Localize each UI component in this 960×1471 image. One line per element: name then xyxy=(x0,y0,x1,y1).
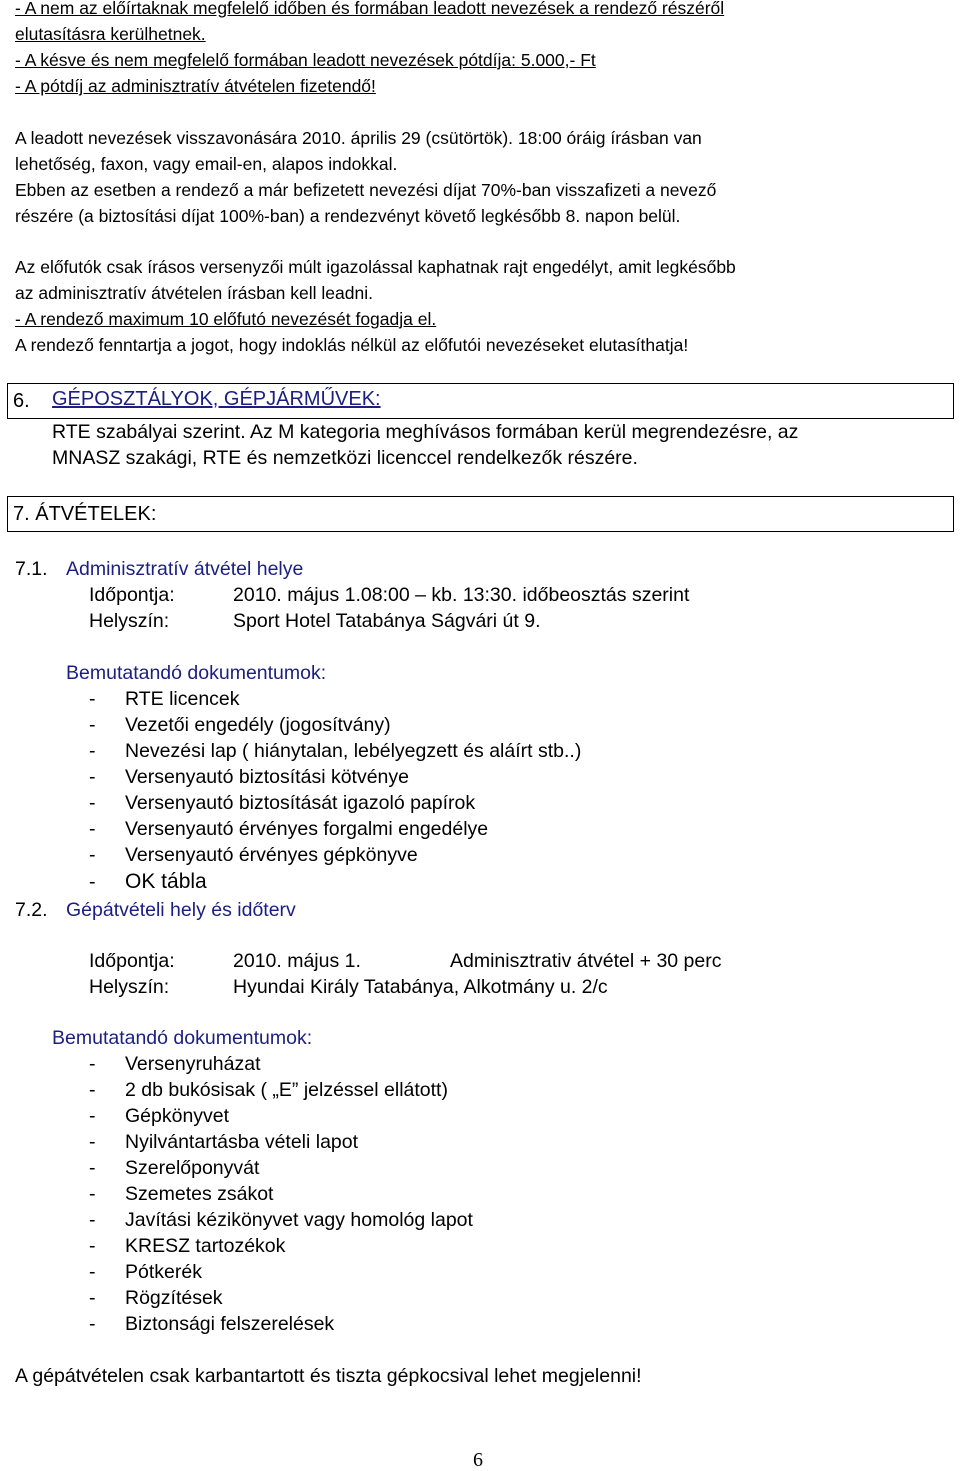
withdrawal-line-4: részére (a biztosítási díjat 100%-ban) a rendezvényt követő legkésőbb 8. napon belül. xyxy=(15,206,681,226)
s72-doc-1: Versenyruházat xyxy=(125,1053,261,1075)
s71-doc-dash: - xyxy=(89,714,96,736)
s72-doc-dash: - xyxy=(89,1183,96,1205)
s71-doc-dash: - xyxy=(89,844,96,866)
prerunner-line-4: A rendező fenntartja a jogot, hogy indoklás nélkül az előfutói nevezéseket elutasíthatja! xyxy=(15,335,689,355)
section-6-line-1: RTE szabályai szerint. Az M kategoria meghívásos formában kerül megrendezésre, az xyxy=(52,421,799,443)
s72-place-label: Helyszín: xyxy=(89,976,170,998)
section-6-line-2: MNASZ szakági, RTE és nemzetközi licenccel rendelkezők részére. xyxy=(52,447,638,469)
s72-number: 7.2. xyxy=(15,899,48,921)
s72-doc-dash: - xyxy=(89,1209,96,1231)
s72-doc-9: Pótkerék xyxy=(125,1261,202,1283)
s72-doc-dash: - xyxy=(89,1235,96,1257)
s72-date-value: 2010. május 1. xyxy=(233,950,361,972)
s72-date-extra: Adminisztrativ átvétel + 30 perc xyxy=(450,950,722,972)
s71-date-label: Időpontja: xyxy=(89,584,175,606)
top-note-1: - A nem az előírtaknak megfelelő időben és formában leadott nevezések a rendező részéről xyxy=(15,0,725,18)
closing-text: A gépátvételen csak karbantartott és tiszta gépkocsival lehet megjelenni! xyxy=(15,1365,642,1387)
section-7-title: 7. ÁTVÉTELEK: xyxy=(13,503,157,525)
s72-doc-2: 2 db bukósisak ( „E” jelzéssel ellátott) xyxy=(125,1079,448,1101)
s72-doc-6: Szemetes zsákot xyxy=(125,1183,274,1205)
s72-doc-dash: - xyxy=(89,1287,96,1309)
prerunner-line-2: az adminisztratív átvételen írásban kell leadni. xyxy=(15,283,373,303)
s71-doc-6: Versenyautó érvényes forgalmi engedélye xyxy=(125,818,489,840)
s72-doc-7: Javítási kézikönyvet vagy homológ lapot xyxy=(125,1209,473,1231)
prerunner-line-3: - A rendező maximum 10 előfutó nevezését fogadja el. xyxy=(15,309,437,329)
top-note-2: elutasításra kerülhetnek. xyxy=(15,24,206,44)
s71-place-value: Sport Hotel Tatabánya Ságvári út 9. xyxy=(233,610,541,632)
top-note-4: - A pótdíj az adminisztratív átvételen fizetendő! xyxy=(15,76,376,96)
s72-doc-10: Rögzítések xyxy=(125,1287,223,1309)
s71-docs-title: Bemutatandó dokumentumok: xyxy=(66,662,327,684)
s72-doc-dash: - xyxy=(89,1313,96,1335)
s71-doc-dash: - xyxy=(89,818,96,840)
s71-doc-3: Nevezési lap ( hiánytalan, lebélyegzett és aláírt stb..) xyxy=(125,740,582,762)
s72-place-value: Hyundai Király Tatabánya, Alkotmány u. 2/c xyxy=(233,976,608,998)
s72-docs-title: Bemutatandó dokumentumok: xyxy=(52,1027,313,1049)
prerunner-line-1: Az előfutók csak írásos versenyzői múlt igazolással kaphatnak rajt engedélyt, amit legkésőbb xyxy=(15,257,736,277)
s72-doc-4: Nyilvántartásba vételi lapot xyxy=(125,1131,359,1153)
s72-title: Gépátvételi hely és időterv xyxy=(66,899,296,921)
section-6-header xyxy=(7,383,954,419)
s72-doc-dash: - xyxy=(89,1261,96,1283)
section-7-header xyxy=(7,496,954,532)
s71-doc-4: Versenyautó biztosítási kötvénye xyxy=(125,766,409,788)
s71-doc-dash: - xyxy=(89,740,96,762)
withdrawal-line-2: lehetőség, faxon, vagy email-en, alapos indokkal. xyxy=(15,154,398,174)
s71-doc-1: RTE licencek xyxy=(125,688,240,710)
s72-doc-11: Biztonsági felszerelések xyxy=(125,1313,335,1335)
s72-doc-5: Szerelőponyvát xyxy=(125,1157,260,1179)
s71-doc-dash: - xyxy=(89,688,96,710)
s72-doc-dash: - xyxy=(89,1079,96,1101)
s71-number: 7.1. xyxy=(15,558,48,580)
withdrawal-line-3: Ebben az esetben a rendező a már befizetett nevezési díjat 70%-ban visszafizeti a nevező xyxy=(15,180,717,200)
s72-doc-dash: - xyxy=(89,1131,96,1153)
s71-place-label: Helyszín: xyxy=(89,610,170,632)
section-6-number: 6. xyxy=(13,390,30,412)
s71-doc-dash: - xyxy=(89,792,96,814)
top-note-3: - A késve és nem megfelelő formában leadott nevezések pótdíja: 5.000,- Ft xyxy=(15,50,596,70)
s72-doc-dash: - xyxy=(89,1053,96,1075)
section-6-title: GÉPOSZTÁLYOK, GÉPJÁRMŰVEK: xyxy=(52,388,381,410)
s71-doc-8: OK tábla xyxy=(125,870,207,893)
s71-doc-dash: - xyxy=(89,871,96,893)
s72-doc-3: Gépkönyvet xyxy=(125,1105,230,1127)
s72-doc-dash: - xyxy=(89,1157,96,1179)
s72-date-label: Időpontja: xyxy=(89,950,175,972)
s72-doc-dash: - xyxy=(89,1105,96,1127)
s71-doc-2: Vezetői engedély (jogosítvány) xyxy=(125,714,391,736)
s72-doc-8: KRESZ tartozékok xyxy=(125,1235,286,1257)
s71-doc-7: Versenyautó érvényes gépkönyve xyxy=(125,844,418,866)
s71-doc-dash: - xyxy=(89,766,96,788)
s71-date-value: 2010. május 1.08:00 – kb. 13:30. időbeosztás szerint xyxy=(233,584,690,606)
page-number: 6 xyxy=(473,1449,483,1471)
s71-doc-5: Versenyautó biztosítását igazoló papírok xyxy=(125,792,476,814)
withdrawal-line-1: A leadott nevezések visszavonására 2010. április 29 (csütörtök). 18:00 óráig írásban van xyxy=(15,128,702,148)
s71-title: Adminisztratív átvétel helye xyxy=(66,558,304,580)
